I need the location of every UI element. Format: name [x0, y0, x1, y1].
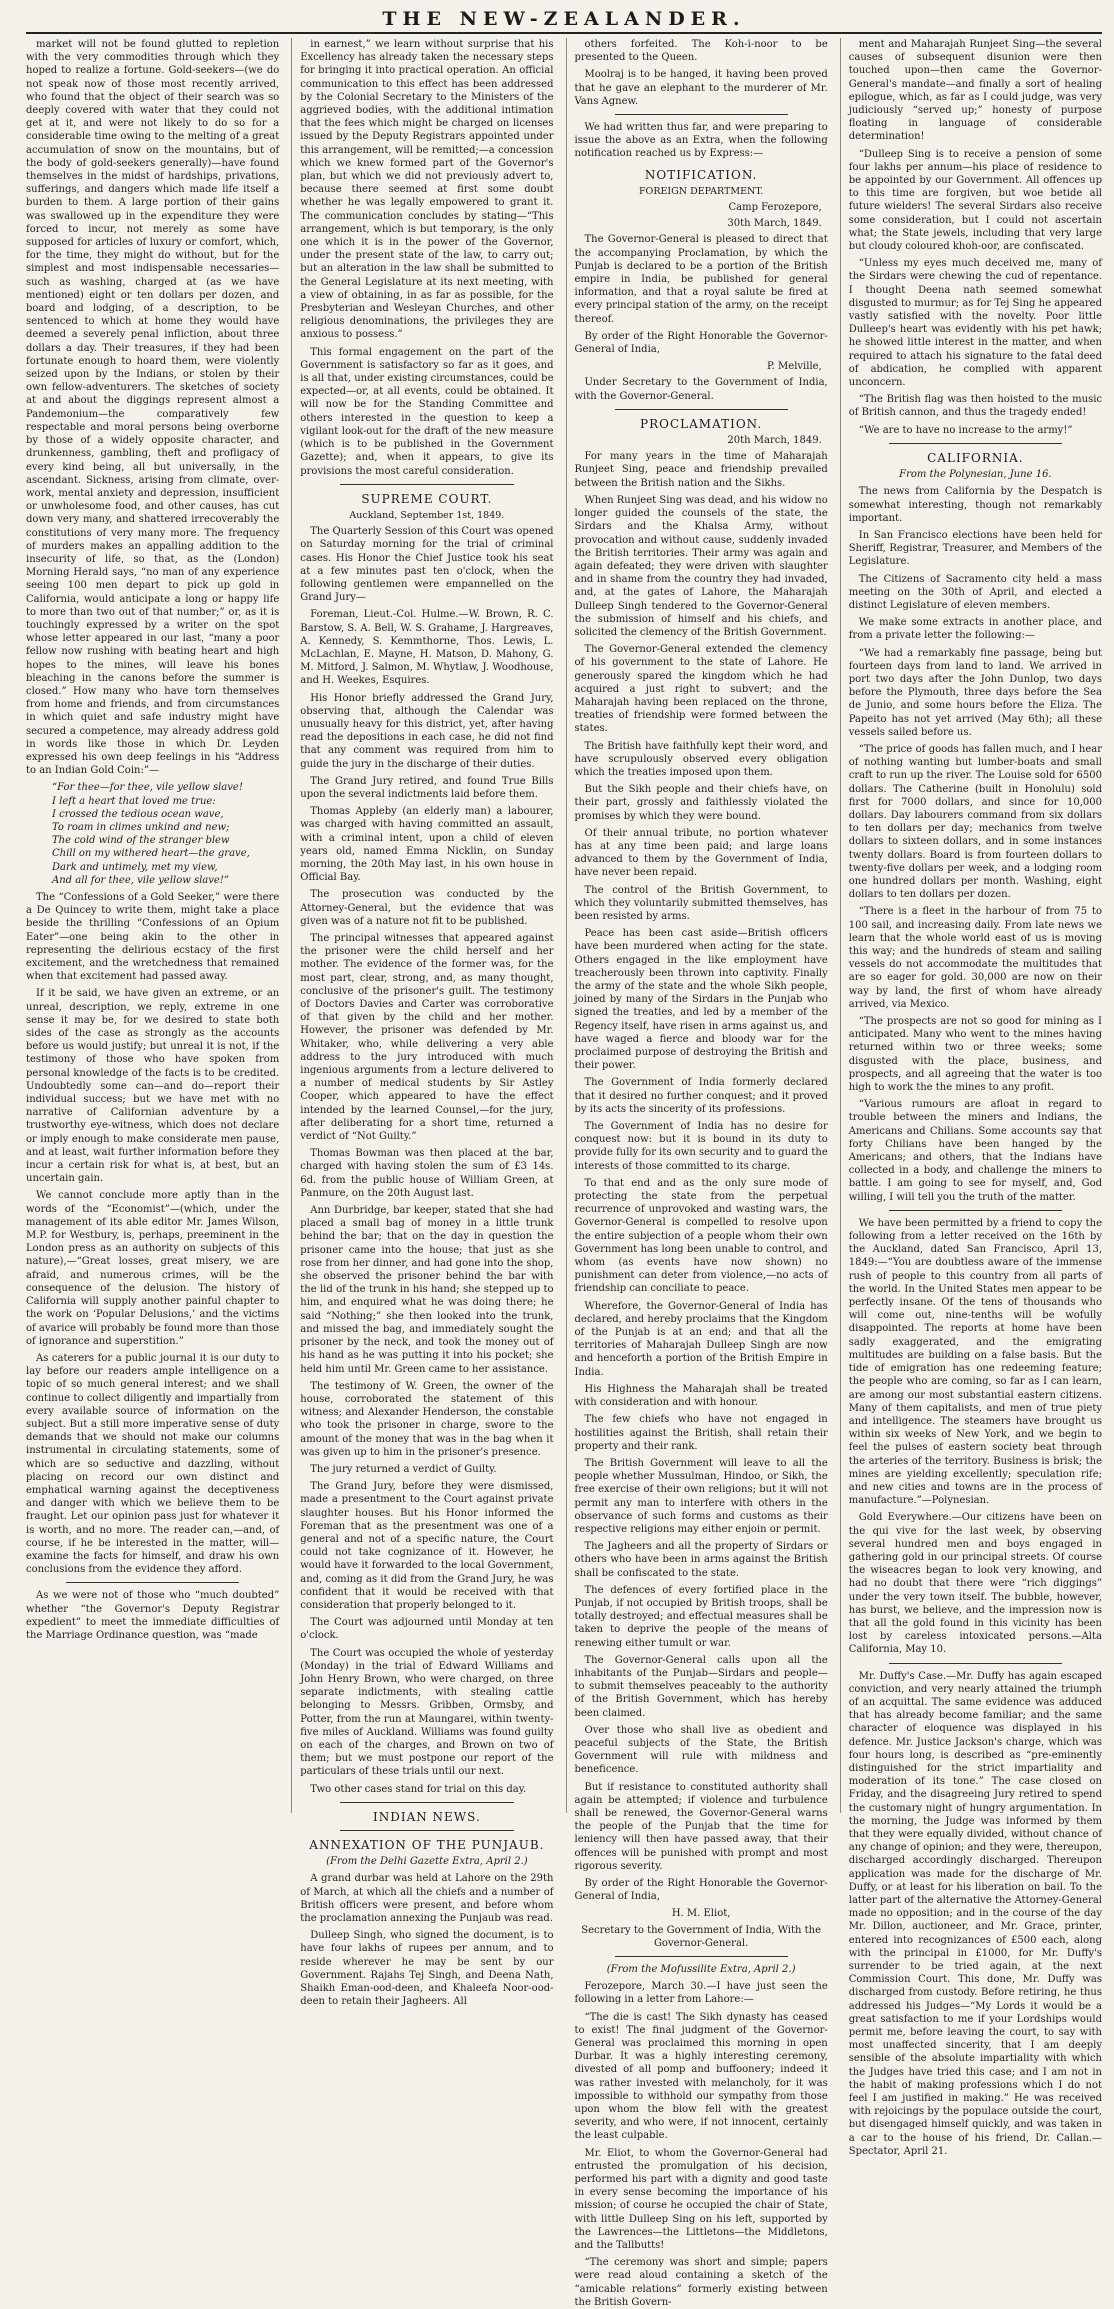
paragraph: We had written thus far, and were preparing to issue the above as an Extra, when the following notification reached us by Express:— — [574, 122, 828, 160]
paragraph: The Citizens of Sacramento city held a mass meeting on the 30th of April, and elected a distinct Legislature of eleven members. — [848, 573, 1102, 611]
paragraph: “Unless my eyes much deceived me, many of the Sirdars were chewing the cud of repentance. I thought Deena nath seemed somewhat disgusted to murmur; as for Tej Sing he appeared vastly satisfied with the novelty. Poor little Dulleep's heart was evidently with his pet hawk; he showed little interest in the matter, and when required to attach his signature to the fatal deed of abdication, he complied with apparent unconcern. — [848, 258, 1102, 389]
paragraph: Foreman, Lieut.-Col. Hulme.—W. Brown, R. C. Barstow, S. A. Bell, W. S. Grahame, J. Hargreaves, A. Kennedy, S. Kemmthorne, Thos. Lewis, L. McLachlan, E. Mayne, H. Matson, D. Mahony, G. M. Mitford, J. Salmon, M. Whytlaw, J. Woodhouse, and H. Weekes, Esquires. — [300, 609, 554, 687]
section-heading: ANNEXATION OF THE PUNJAUB. — [309, 1838, 545, 1852]
paragraph: The British have faithfully kept their word, and have scrupulously observed every obligation which the treaties imposed upon them. — [574, 740, 828, 778]
paragraph: We make some extracts in another place, and from a private letter the following:— — [848, 617, 1102, 642]
separator-rule — [615, 409, 788, 410]
paragraph: To that end and as the only sure mode of protecting the state from the perpetual recurrence of unprovoked and wasting wars, the Governor-General is compelled to resolve upon the entire subjection of a people whom their own Government has long been unable to control, and whom (as events have now shown) no punishment can deter from violence,—no acts of friendship can conciliate to peace. — [574, 1177, 828, 1295]
verse-quote: “For thee—for thee, vile yellow slave! I left a heart that loved me true: I crossed the tedious ocean wave, To roam in climes unkind and new; The cold wind of the stranger blew Chill on my withered heart—the grave, Dark and untimely, met my view, And all for thee, vile yellow slave!” — [52, 782, 250, 886]
separator-rule — [889, 443, 1062, 444]
signature-line: 30th March, 1849. — [727, 218, 822, 230]
paragraph: “There is a fleet in the harbour of from 75 to 100 sail, and increasing daily. From late news we learn that the whole world east of us is moving this way; and the hundreds of steam and sailing vessels do not accommodate the multitudes that are so eager for gold. 30,000 are now on their way by land, the first of whom have already arrived, via Mexico. — [848, 906, 1102, 1010]
paragraph: Thomas Appleby (an elderly man) a labourer, was charged with having committed an assault, with a criminal intent, upon a child of eleven years old, named Emma Nicklin, on Sunday morning, the 20th May last, in his own house in Official Bay. — [300, 806, 554, 884]
paragraph: Wherefore, the Governor-General of India has declared, and hereby proclaims that the Kingdom of the Punjab is at an end; and that all the territories of Maharajah Dulleep Singh are now and henceforth a portion of the British Empire in India. — [574, 1300, 828, 1378]
paragraph: The testimony of W. Green, the owner of the house, corroborated the statement of this witness; and Alexander Henderson, the constable who took the prisoner in charge, swore to the amount of the money that was in the bag when it was given up to him in the prisoner's presence. — [300, 1380, 554, 1458]
paragraph: We have been permitted by a friend to copy the following from a letter received on the 16th by the Auckland, dated San Francisco, April 13, 1849:—“You are doubtless aware of the immense rush of people to this country from all parts of the world. In the United States men appear to be perfectly insane. Of the tens of thousands who will come out, nine-tenths will be wofully disappointed. The reports at home have been sadly exaggerated, and the emigrating multitudes are building on a false basis. But the tide of emigration has one redeeming feature; the people who are coming, so far as I can learn, are among our most substantial eastern citizens. Many of them capitalists, and men of true piety and intelligence. The steamers have brought us within six weeks of New York, and we begin to feel the pulses of eastern society beat through the arteries of the territory. Business is brisk; the mines are yielding excellently; speculation rife; and new cities and towns are in the process of manufacture.”—Polynesian. — [848, 1217, 1102, 1507]
paragraph: For many years in the time of Maharajah Runjeet Sing, peace and friendship prevailed between the British nation and the Sikhs. — [574, 451, 828, 489]
paragraph: The Grand Jury, before they were dismissed, made a presentment to the Court against private slaughter houses. But his Honor informed the Foreman that as the presentment was one of a general and not of a specific nature, the Court could not take cognizance of it. However, he would have it forwarded to the local Government, and, coming as it did from the Grand Jury, he was confident that it would be received with that consideration that properly belonged to it. — [300, 1481, 554, 1611]
separator-rule — [340, 1802, 513, 1803]
paragraph: The British Government will leave to all the people whether Mussulman, Hindoo, or Sikh, the free exercise of their own religions; but it will not permit any man to interfere with others in the observance of such forms and customs as their respective religions may either enjoin or permit. — [574, 1457, 828, 1535]
paragraph: Mr. Eliot, to whom the Governor-General had entrusted the promulgation of his decision, performed his part with a dignity and good taste in every sense becoming the importance of his mission; of course he occupied the chair of State, with little Dulleep Sing on his left, supported by the Lawrences—the Littletons—the Middletons, and the Tallbutts! — [574, 2147, 828, 2252]
paragraph: The jury returned a verdict of Guilty. — [310, 1463, 497, 1475]
column-1 — [26, 38, 279, 1813]
dateline: FOREIGN DEPARTMENT. — [638, 185, 764, 197]
signature-line: P. Melville, — [766, 361, 822, 373]
paragraph: We cannot conclude more aptly than in the words of the “Economist”—(which, under the management of its able editor Mr. James Wilson, M.P. for Westbury, is, perhaps, preeminent in the London press as an authority on subjects of this nature),—“Great losses, great misery, we are afraid, and numerous crimes, will be the consequence of the delusion. The history of California will supply another painful chapter to the work on ‘Popular Delusions,’ and the victims of avarice will probably be found more than those of ignorance and superstition.” — [26, 1190, 280, 1347]
paragraph: “We had a remarkably fine passage, being but fourteen days from land to land. We arrived in port two days after the John Dunlop, two days before the Plymouth, three days before the Sea de Junio, and some hours before the Eliza. The Papeito has not yet arrived (May 6th); all these vessels sailed before us. — [848, 647, 1102, 738]
paragraph: The “Confessions of a Gold Seeker,” were there a De Quincey to write them, might take a place beside the thrilling “Confessions of an Opium Eater”—one being akin to the other in representing the delirious ecstacy of the first excitement, and the wretchedness that remained when that excitement had passed away. — [26, 892, 280, 983]
paragraph: The prosecution was conducted by the Attorney-General, but the evidence that was given was of a nature not fit to be published. — [300, 889, 554, 927]
source-line: (From the Mofussilite Extra, April 2.) — [606, 1964, 796, 1976]
paragraph: Moolraj is to be hanged, it having been proved that he gave an elephant to the murderer of Mr. Vans Agnew. — [574, 69, 828, 107]
source-line: (From the Delhi Gazette Extra, April 2.) — [326, 1856, 528, 1868]
paragraph: Mr. Duffy's Case.—Mr. Duffy has again escaped conviction, and very nearly attained the triumph of an acquittal. The same evidence was adduced that has already become familiar; and the same character of eloquence was displayed in his defence. Mr. Justice Jackson's charge, which was four hours long, is described as “pre-eminently distinguished for the strict impartiality and moderation of its tone.” The case closed on Friday, and the disagreeing Jury retired to spend the customary night of hungry argumentation. In the morning, the Judge was informed by them that they were equally divided, without chance of any change of opinion; and they were, thereupon, discharged accordingly discharged. Thereupon application was made for the discharge of Mr. Duffy, or at least for his liberation on bail. To the latter part of the alternative the Attorney-General made no opposition; and in the course of the day Mr. Dillon, auctioneer, and Mr. Grace, printer, entered into recognizances of £500 each, along with the principal in £1000, for Mr. Duffy's surrender to be tried again, at the next Commission Court. This done, Mr. Duffy was discharged from custody. Before retiring, he thus addressed his Judges—“My Lords it would be a great satisfaction to me if your Lordships would permit me, before leaving the court, to say with most unaffected sincerity, that I am deeply sensible of the absolute impartiality with which the Judges have tried this case; and I am not in the habit of making professions which I do not feel I am justified in making.” He was received with rejoicings by the populace outside the court, but disengaged himself quickly, and was taken in a car to the house of his friend, Dr. Callan.—Spectator, April 21. — [848, 1670, 1102, 2157]
paragraph: Ferozepore, March 30.—I have just seen the following in a letter from Lahore:— — [574, 1981, 828, 2006]
paragraph: Dulleep Singh, who signed the document, is to have four lakhs of rupees per annum, and to reside wherever he may be sent by our Government. Rajahs Tej Singh, and Deena Nath, Shaikh Eman-ood-deen, and Khaleefa Noor-ood-deen to retain their Jagheers. All — [300, 1930, 554, 2008]
paragraph: But the Sikh people and their chiefs have, on their part, grossly and faithlessly violated the promises by which they were bound. — [574, 784, 828, 822]
paragraph: Peace has been cast aside—British officers have been murdered when acting for the state. Others engaged in the like employment have treacherously been thrown into captivity. Finally the army of the state and the whole Sikh people, joined by many of the Sirdars in the Punjab who signed the treaties, and led by a member of the Regency itself, have risen in arms against us, and have waged a fierce and bloody war for the proclaimed purpose of destroying the British and their power. — [574, 928, 828, 1072]
paragraph: Thomas Bowman was then placed at the bar, charged with having stolen the sum of £3 14s. 6d. from the public house of William Green, at Panmure, on the 20th August last. — [300, 1148, 554, 1199]
paragraph: The Quarterly Session of this Court was opened on Saturday morning for the trial of criminal cases. His Honor the Chief Justice took his seat at a few minutes past ten o'clock, when the following gentlemen were empannelled on the Grand Jury— — [300, 526, 554, 604]
paragraph: The principal witnesses that appeared against the prisoner were the child herself and her mother. The evidence of the former was, for the most part, clear, strong, and, as many thought, conclusive of the prisoner's guilt. The testimony of Doctors Davies and Carter was corroborative of that given by the child and her mother. However, the prisoner was defended by Mr. Whitaker, who, while delivering a very able address to the jury introduced with much ingenious arguments from a lecture delivered to a number of medical students by Sir Astley Cooper, which appeared to have the effect intended by the learned Counsel,—for the jury, after deliberating for a short time, returned a verdict of “Not Guilty.” — [300, 933, 554, 1143]
paragraph: The defences of every fortified place in the Punjab, if not occupied by British troops, shall be totally destroyed; and effectual measures shall be taken to deprive the people of the means of renewing either tumult or war. — [574, 1584, 828, 1649]
paragraph: “The British flag was then hoisted to the music of British cannon, and thus the tragedy ended! — [848, 394, 1102, 419]
paragraph: “The die is cast! The Sikh dynasty has ceased to exist! The final judgment of the Governor-General was proclaimed this morning in open Durbar. It was a highly interesting ceremony, divested of all pomp and buffoonery; indeed it was rather invested with melancholy, for it was impossible to withhold our sympathy from those upon whom the blow fell with the greatest severity, and who were, if not innocent, certainly the least culpable. — [574, 2011, 828, 2142]
columns — [26, 38, 1102, 2308]
paragraph: others forfeited. The Koh-i-noor to be presented to the Queen. — [574, 39, 828, 64]
dateline: Auckland, September 1st, 1849. — [349, 509, 505, 521]
paragraph: The Grand Jury retired, and found True Bills upon the several indictments laid before them. — [300, 775, 554, 800]
separator-rule — [889, 1663, 1062, 1664]
section-heading: PROCLAMATION. — [640, 416, 763, 431]
paragraph: Of their annual tribute, no portion whatever has at any time been paid; and large loans advanced to them by the Government of India, have never been repaid. — [574, 827, 828, 879]
paragraph: If it be said, we have given an extreme, or an unreal, description, we reply, extreme in one sense it may be, for we desired to state both sides of the case as strongly as the accounts before us would justify; but unreal it is not, if the testimony of those who have spoken from personal knowledge of the facts is to be credited. Undoubtedly some can—and do—report their individual success; but we have met with no narrative of Californian adventure by a trustworthy eye-witness, which does not declare or imply enough to make considerate men pause, and at least, wait further information before they incur a certain risk for what is, at best, but an uncertain gain. — [26, 988, 280, 1185]
separator-rule — [340, 484, 513, 485]
paragraph: His Honor briefly addressed the Grand Jury, observing that, although the Calendar was unusually heavy for this district, yet, after having read the depositions in each case, he did not find that any comment was required from him to guide the jury in the discharge of their duties. — [300, 692, 554, 770]
paragraph: The Governor-General calls upon all the inhabitants of the Punjab—Sirdars and people—to submit themselves peaceably to the authority of the British Government, which has hereby been claimed. — [574, 1654, 828, 1719]
paragraph: Over those who shall live as obedient and peaceful subjects of the State, the British Government will rule with mildness and beneficence. — [574, 1724, 828, 1776]
paragraph: ment and Maharajah Runjeet Sing—the several causes of subsequent disunion were then touched upon—then came the Governor-General's mandate—and finally a sort of healing epilogue, which, as far as I could judge, was very judiciously “served up;” honesty of purpose floating in language of considerable determination! — [848, 39, 1102, 143]
paragraph: The Governor-General extended the clemency of his government to the state of Lahore. He generously spared the kingdom which he had acquired a just right to subvert; and the Maharajah having been replaced on the throne, treaties of friendship were formed between the states. — [574, 644, 828, 735]
paragraph: “The ceremony was short and simple; papers were read aloud containing a sketch of the “amicable relations” formerly existing between the British Govern- — [574, 2257, 828, 2308]
masthead: THE NEW-ZEALANDER. — [382, 8, 746, 30]
separator-rule — [340, 1830, 513, 1831]
paragraph: “Various rumours are afloat in regard to trouble between the miners and Indians, the Americans and Chilians. Some accounts say that forty Chilians have been hanged by the Americans; and others, that the Indians have collected in a body, and challenge the miners to battle. I am going to see for myself, and, God willing, I will tell you the truth of the matter. — [848, 1099, 1102, 1203]
paragraph: Two other cases stand for trial on this day. — [310, 1783, 527, 1795]
paragraph: In San Francisco elections have been held for Sheriff, Registrar, Treasurer, and Members of the Legislature. — [848, 529, 1102, 568]
paragraph: The Government of India has no desire for conquest now: but it is bound in its duty to provide fully for its own security and to guard the interests of those committed to its charge. — [574, 1121, 828, 1172]
paragraph: “We are to have no increase to the army!” — [858, 424, 1073, 436]
paragraph: The Court was adjourned until Monday at ten o'clock. — [300, 1617, 554, 1642]
paragraph: His Highness the Maharajah shall be treated with consideration and with honour. — [574, 1383, 828, 1409]
paragraph: Ann Durbridge, bar keeper, stated that she had placed a small bag of money in a little trunk behind the bar; that on the day in question the prisoner came into the house; that just as she rose from her dinner, and had gone into the shop, she observed the prisoner behind the bar with the lid of the trunk in his hand; she stepped up to him, and enquired what he was doing there; he said “Nothing;” she then looked into the trunk, and missed the bag, and immediately sought the prisoner by the neck, and took the money out of his hand as he was putting it into his pocket; she held him until Mr. Green came to her assistance. — [300, 1205, 554, 1375]
paragraph: But if resistance to constituted authority shall again be attempted; if violence and turbulence shall be renewed, the Governor-General warns the people of the Punjab that the time for leniency will then have passed away, that their offences will be punished with prompt and most rigorous severity. — [574, 1781, 828, 1872]
section-heading: NOTIFICATION. — [644, 167, 758, 182]
masthead-rule — [26, 32, 1102, 34]
source-line: From the Polynesian, June 16. — [899, 469, 1052, 481]
paragraph: By order of the Right Honorable the Governor-General of India, — [574, 330, 828, 356]
paragraph: The Governor-General is pleased to direct that the accompanying Proclamation, by which the Punjab is declared to be a portion of the British empire in India, be published for general information, and that a royal salute be fired at every principal station of the army, on the receipt thereof. — [574, 234, 828, 325]
paragraph: The few chiefs who have not engaged in hostilities against the British, shall retain their property and their rank. — [574, 1414, 828, 1452]
paragraph: market will not be found glutted to repletion with the very commodities through which they hoped to realize a fortune. Gold-seekers—(we do not speak now of those most recently arrived, who found that the object of their search was so deeply covered with water that they could not get at it, and were not likely to do so for a considerable time owing to the melting of a great accumulation of snow on the mountains, but of the body of gold-seekers generally)—have found themselves in the midst of hardships, privations, sufferings, and dangers which made life itself a burden to them. A large portion of their gains was swallowed up in the expenditure they were forced to incur, not merely as some have supposed for articles of luxury or comfort, which, for the time, they might do without, but for the simplest and most indispensable necessaries—such as washing, charged at (as we have mentioned) eight or ten dollars per dozen, and board and lodging, of a description, to be sentenced to which at home they would have deemed a severely penal infliction, about three dollars a day. Their treasures, if they had been fortunate enough to hoard them, were violently seized upon by the Indians, or stolen by their own fellow-adventurers. The sketches of society at and about the diggings represent almost a Pandemonium—the comparatively few respectable and moral persons being overborne by those of a widely opposite character, and drunkenness, gambling, theft and profligacy of every kind being, all but universally, in the ascendant. Sickness, arising from climate, over-work, mental anxiety and depression, insufficient or unwholesome food, and other causes, has cut down very many, and shattered irrecoverably the constitutions of very many more. The frequency of murders makes an appalling addition to the insecurity of life, so that, as the (London) Morning Herald says, “no man of any experience seeing 100 men depart to pick up gold in California, would anticipate a long or happy life to more than two out of that number;” or, as it is touchingly expressed by a writer on the spot whose letter appeared in our last, “many a poor fellow now rushing with beating heart and high hopes to the mines, will leave his bones bleaching in the canons before the summer is closed.” How many who have torn themselves from home and friends, and from circumstances in which quiet and safe industry might have secured a competence, may already address gold in words like those in which Dr. Leyden expressed his own deep feelings in his “Address to an Indian Gold Coin:”— — [26, 39, 280, 777]
paragraph: As we were not of those who “much doubted” whether “the Governor's Deputy Registrar expedient” to meet the immediate difficulties of the Marriage Ordinance question, was “made — [26, 1590, 280, 1641]
paragraph: “The prospects are not so good for mining as I anticipated. Many who went to the mines having returned within two or three weeks; some disgusted with the place, business, and prospects, and all agreeing that the water is too high to work the the mines to any profit. — [848, 1016, 1102, 1094]
paragraph: A grand durbar was held at Lahore on the 29th of March, at which all the chiefs and a number of British officers were present, and before whom the proclamation annexing the Punjaub was read. — [300, 1873, 554, 1925]
signature-line: H. M. Eliot, — [671, 1908, 731, 1920]
separator-rule — [615, 114, 788, 115]
paragraph: The news from California by the Despatch is somewhat interesting, though not remarkably important. — [848, 486, 1102, 524]
paragraph: The Government of India formerly declared that it desired no further conquest; and it proved by its acts the sincerity of its professions. — [574, 1077, 828, 1115]
section-heading: INDIAN NEWS. — [372, 1809, 481, 1824]
column-2 — [291, 38, 554, 2008]
paragraph: The Jagheers and all the property of Sirdars or others who have been in arms against the British shall be confiscated to the state. — [574, 1541, 828, 1579]
signature-line: Camp Ferozepore, — [728, 202, 822, 214]
section-heading: SUPREME COURT. — [361, 491, 493, 506]
paragraph: in earnest,” we learn without surprise that his Excellency has already taken the necessary steps for bringing it into practical operation. An official communication to this effect has been addressed by the Colonial Secretary to the Ministers of the aggrieved bodies, with the additional intimation that the fees which might be charged on licenses issued by the Deputy Registrars appointed under this arrangement, will be remitted;—a concession which we knew formed part of the Governor's plan, but which we did not previously advert to, because there seemed at first some doubt whether he was legally empowered to grant it. The communication concludes by stating—“This arrangement, which is but temporary, is the only one which it is in the power of the Governor, under the present state of the law, to carry out; but an alteration in the law shall be submitted to the General Legislature at its next meeting, with a view of obtaining, in as far as possible, for the Presbyterian and Wesleyan Churches, and other religious denominations, the privileges they are anxious to possess.” — [300, 39, 554, 341]
column-4 — [840, 38, 1102, 2157]
paragraph: Under Secretary to the Government of India, with the Governor-General. — [574, 377, 828, 402]
signature-line: 20th March, 1849. — [727, 435, 822, 447]
separator-rule — [615, 1956, 788, 1957]
paragraph: The control of the British Government, to which they voluntarily submitted themselves, has been resisted by arms. — [574, 884, 828, 922]
paragraph: When Runjeet Sing was dead, and his widow no longer guided the counsels of the state, the Sirdars and the Khalsa Army, without provocation and without cause, suddenly invaded the British territories. Their army was again and again defeated; they were driven with slaughter and in shame from the country they had invaded, and, at the gates of Lahore, the Maharajah Dulleep Singh tendered to the Governor-General the submission of himself and his chiefs, and solicited the clemency of the British Government. — [574, 494, 828, 638]
signature-line: Secretary to the Government of India, With the Governor-General. — [581, 1924, 822, 1949]
separator-rule — [889, 1210, 1062, 1211]
paragraph: By order of the Right Honorable the Governor-General of India, — [574, 1878, 828, 1903]
section-heading: CALIFORNIA. — [927, 450, 1024, 465]
paragraph: “The price of goods has fallen much, and I hear of nothing wanting but lumber-boats and small craft to run up the river. The Louise sold for 6500 dollars. The Catherine (built in Honolulu) sold first for 7000 dollars, and since for 10,000 dollars. Day labourers command from six dollars to ten dollars per day; mechanics from twelve dollars to sixteen dollars, and in some instances twenty dollars. Board is from fourteen dollars to twenty-five dollars per week, and a lodging room one hundred dollars per month. Washing, eight dollars to ten dollars per dozen. — [848, 743, 1102, 901]
paragraph: As caterers for a public journal it is our duty to lay before our readers ample intelligence on a topic of so much general interest; and we shall continue to collect diligently and impartially from every available source of information on the subject. But a still more imperative sense of duty demands that we should not make our columns instrumental in circulating statements, some of which are so seductive and dazzling, without placing on record our own distinct and emphatical warning against the deceptiveness and danger with which we believe them to be fraught. Let our opinion pass just for whatever it is worth, and no more. The reader can,—and, of course, if he be interested in the matter, will—examine the facts for himself, and draw his own conclusions from the evidence they afford. — [26, 1352, 280, 1576]
paragraph: The Court was occupied the whole of yesterday (Monday) in the trial of Edward Williams and John Henry Brown, who were charged, on three separate indictments, with stealing cattle belonging to Messrs. Gribben, Ormsby, and Potter, from the run at Maungarei, within twenty-five miles of Auckland. Williams was found guilty on each of the charges, and Brown on two of them; but we must postpone our report of the particulars of these trials until our next. — [300, 1647, 554, 1778]
paragraph: “Dulleep Sing is to receive a pension of some four lakhs per annum—his place of residence to be appointed by our Government. All offences up to this time are forgiven, but woe betide all future wielders! The several Sirdars also receive some consideration, but I could not ascertain what; the State jewels, including that very large but cloudy coloured khoh-oor, are confiscated. — [848, 148, 1102, 253]
paragraph: Gold Everywhere.—Our citizens have been on the qui vive for the last week, by observing several hundred men and boys engaged in gathering gold in our principal streets. Of course the wiseacres began to look very knowing, and had no doubt that there were “rich diggings” under the very town itself. The bubble, however, has burst, we believe, and the impression now is that all the gold found in this vicinity has been lost by careless intoxicated persons.—Alta California, May 10. — [848, 1512, 1102, 1656]
paragraph: This formal engagement on the part of the Government is satisfactory so far as it goes, and is all that, under existing circumstances, could be expected—or, at all events, could be obtained. It will now be for the Standing Committee and others interested in the question to keep a vigilant look-out for the draft of the new measure (which is to be published in the Government Gazette); and, when it appears, to give its provisions the most careful consideration. — [300, 346, 554, 477]
separator-rule — [66, 1582, 239, 1583]
column-3 — [566, 38, 828, 2308]
